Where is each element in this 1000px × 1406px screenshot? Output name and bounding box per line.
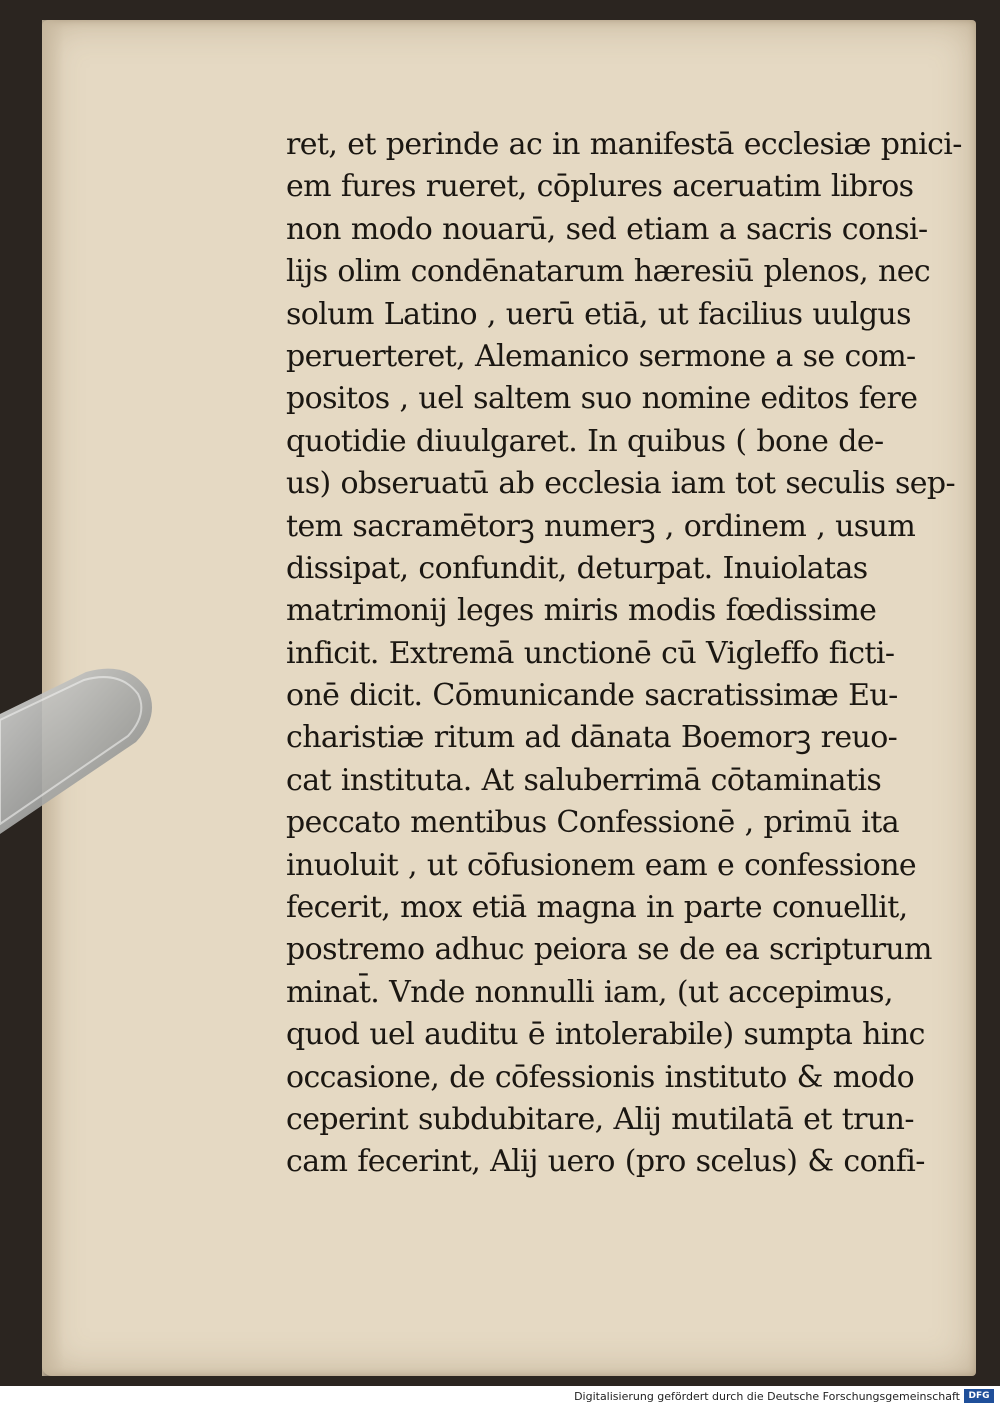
page-clip-holder bbox=[0, 668, 156, 836]
text-line: cat instituta. At saluberrimā cōtaminatis bbox=[286, 762, 882, 798]
text-line: solum Latino , uerū etiā, ut facilius uulgus bbox=[286, 296, 911, 332]
text-line: lijs olim condēnatarum hæresiū plenos, nec bbox=[286, 254, 931, 290]
text-line: quotidie diuulgaret. In quibus ( bone de- bbox=[286, 423, 884, 459]
text-line: dissipat, confundit, deturpat. Inuiolatas bbox=[286, 550, 868, 586]
text-line: em fures rueret, cōplures aceruatim libros bbox=[286, 169, 914, 205]
text-line: charistiæ ritum ad dānata Boemorꝫ reuo- bbox=[286, 720, 898, 756]
text-line: inuoluit , ut cōfusionem eam e confessione bbox=[286, 847, 917, 883]
text-line: inficit. Extremā unctionē cū Vigleffo ficti- bbox=[286, 635, 895, 671]
text-line: positos , uel saltem suo nomine editos fere bbox=[286, 381, 918, 417]
text-line: postremo adhuc peiora se de ea scripturum bbox=[286, 932, 932, 968]
text-line: occasione, de cōfessionis instituto & modo bbox=[286, 1059, 915, 1095]
text-line: tem sacramētorꝫ numerꝫ , ordinem , usum bbox=[286, 508, 916, 544]
text-line: non modo nouarū, sed etiam a sacris consi- bbox=[286, 211, 928, 247]
text-line: us) obseruatū ab ecclesia iam tot seculis sep- bbox=[286, 466, 956, 502]
printed-text-block bbox=[286, 124, 962, 1184]
text-line: onē dicit. Cōmunicande sacratissimæ Eu- bbox=[286, 678, 898, 714]
text-line: ceperint subdubitare, Alij mutilatā et trun- bbox=[286, 1101, 914, 1137]
text-line: quod uel auditu ē intolerabile) sumpta hinc bbox=[286, 1017, 925, 1053]
footer-credit: Digitalisierung gefördert durch die Deutsche Forschungsgemeinschaft bbox=[574, 1390, 960, 1403]
text-line: peruerteret, Alemanico sermone a se com- bbox=[286, 338, 916, 374]
text-line: peccato mentibus Confessionē , primū ita bbox=[286, 805, 900, 841]
text-line: minat̄. Vnde nonnulli iam, (ut accepimus, bbox=[286, 974, 893, 1010]
text-line: cam fecerint, Alij uero (pro scelus) & confi- bbox=[286, 1144, 925, 1180]
dfg-logo: DFG bbox=[964, 1389, 994, 1403]
text-line: matrimonij leges miris modis fœdissime bbox=[286, 593, 877, 629]
text-line: fecerit, mox etiā magna in parte conuellit, bbox=[286, 890, 908, 926]
text-line: ret, et perinde ac in manifestā ecclesiæ pnici- bbox=[286, 127, 962, 162]
